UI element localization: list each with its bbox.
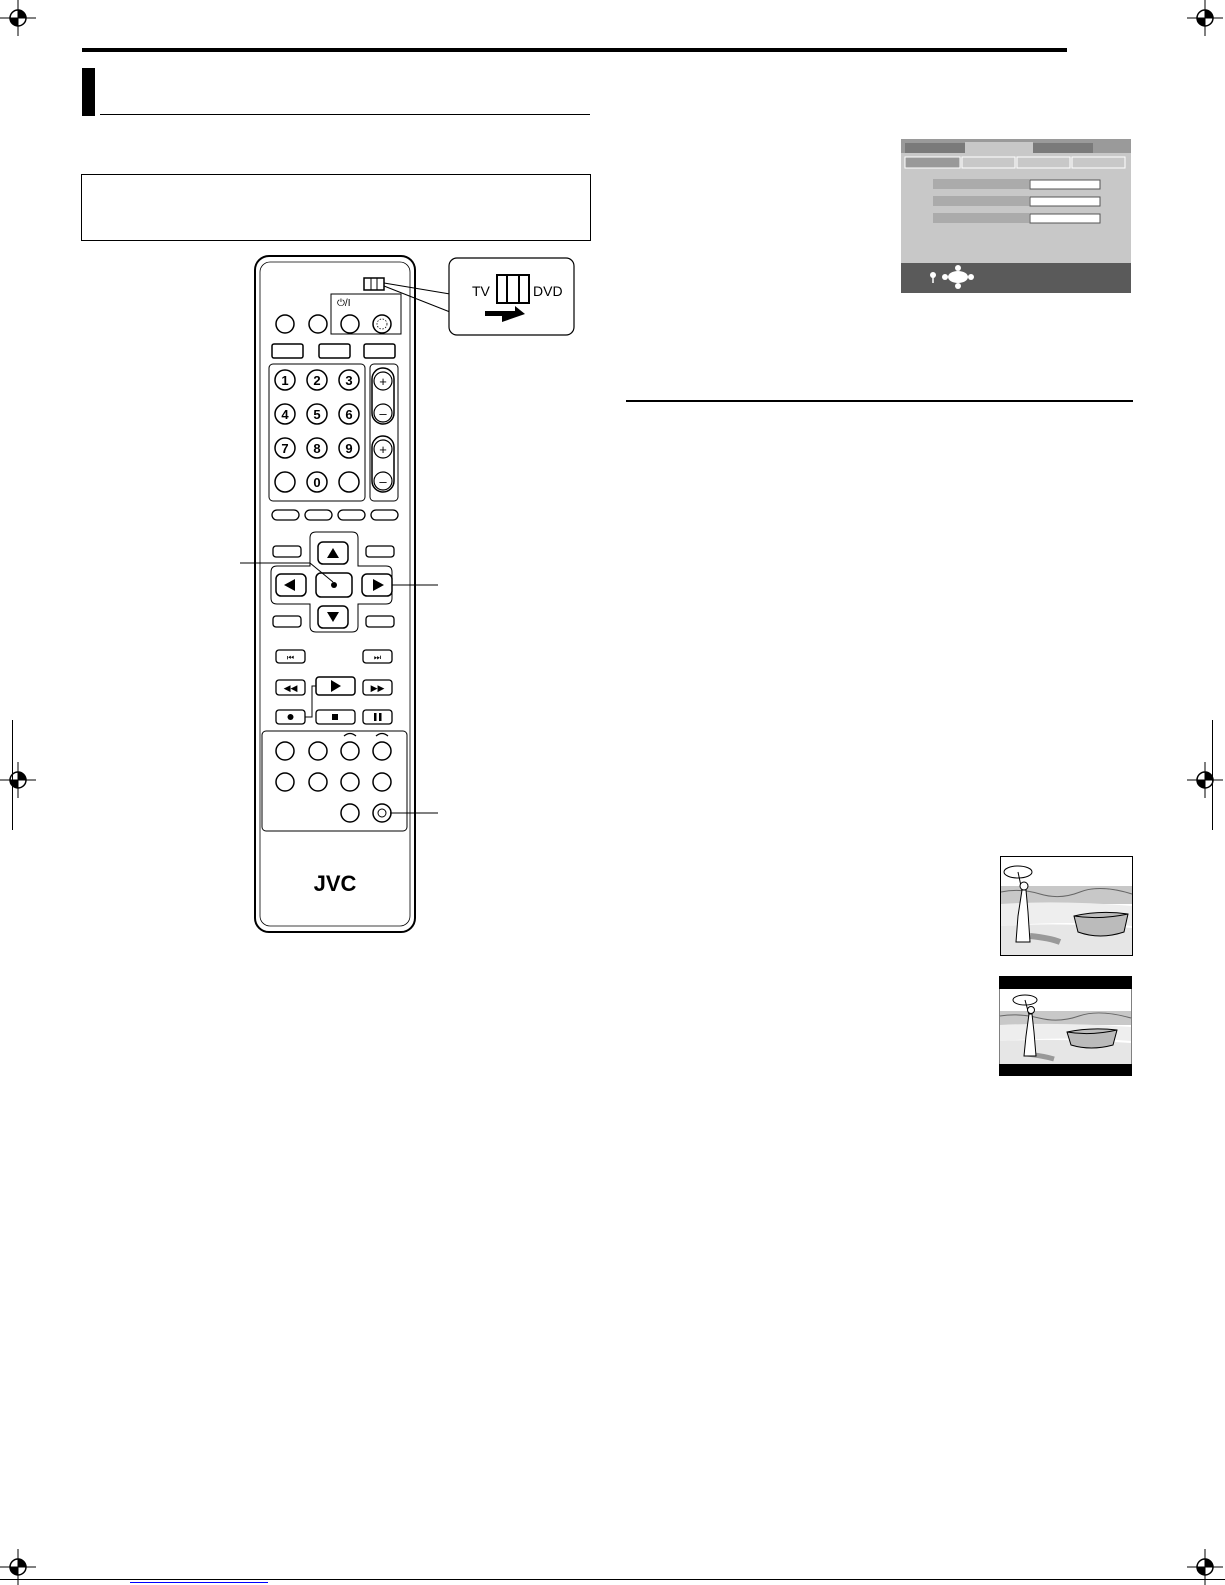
svg-text:4: 4	[281, 407, 289, 422]
function-button	[364, 344, 395, 358]
svg-text:6: 6	[345, 407, 353, 422]
lower-button	[276, 742, 294, 760]
setup-row	[933, 213, 1029, 223]
on-screen-button	[273, 616, 301, 627]
setup-screen	[901, 139, 1131, 293]
svg-text:–: –	[379, 474, 387, 489]
return-button	[366, 616, 394, 627]
crop-line	[1212, 720, 1213, 830]
record-icon	[288, 714, 294, 720]
lower-button	[341, 804, 359, 822]
lower-button	[341, 773, 359, 791]
top-menu-button	[273, 546, 301, 557]
menu-button	[366, 546, 394, 557]
lower-button	[276, 773, 294, 791]
color-button	[371, 510, 398, 520]
note-box	[81, 174, 591, 241]
beach-illustration-letterbox	[999, 976, 1132, 1076]
rewind-icon: ◀◀	[283, 684, 298, 694]
registration-mark-icon	[0, 0, 36, 36]
svg-text:7: 7	[281, 441, 289, 456]
footer-link-underline	[130, 1582, 268, 1583]
skip-back-icon: ⏮	[286, 653, 295, 662]
svg-text:9: 9	[345, 441, 353, 456]
svg-text:5: 5	[313, 407, 321, 422]
svg-text:1: 1	[281, 373, 289, 388]
section-heading-marker	[82, 68, 95, 116]
setup-value	[1030, 180, 1100, 189]
setup-tab	[1033, 143, 1093, 153]
right-column-rule	[626, 400, 1133, 402]
svg-text:2: 2	[313, 373, 321, 388]
stop-icon	[332, 714, 338, 720]
lower-button	[309, 742, 327, 760]
function-button	[319, 344, 350, 358]
cancel-key	[275, 472, 295, 492]
skip-back-jump-button	[341, 742, 359, 760]
top-rule	[82, 48, 1067, 52]
setup-footer	[901, 263, 1131, 293]
fast-forward-icon: ▶▶	[370, 684, 385, 694]
setup-tab	[905, 143, 965, 153]
enter-key	[339, 472, 359, 492]
lower-button	[373, 773, 391, 791]
mode-switch-small	[364, 278, 384, 290]
svg-text:⏻/I: ⏻/I	[337, 298, 351, 309]
lower-button	[309, 773, 327, 791]
svg-text:TV: TV	[472, 283, 490, 299]
crop-line	[0, 1579, 1225, 1580]
svg-text:8: 8	[313, 441, 321, 456]
svg-text:DVD: DVD	[533, 283, 563, 299]
svg-text:+: +	[379, 374, 387, 389]
remote-control	[240, 248, 585, 938]
setup-button	[373, 804, 391, 822]
color-button	[338, 510, 365, 520]
skip-forward-jump-button	[373, 742, 391, 760]
brand-logo: JVC	[313, 871, 357, 896]
skip-forward-icon: ⏭	[373, 653, 382, 662]
beach-illustration-full	[1000, 856, 1133, 956]
registration-mark-icon	[0, 762, 36, 798]
crop-line	[12, 720, 13, 830]
setup-value	[1030, 214, 1100, 223]
setup-row	[933, 179, 1029, 189]
pause-button	[363, 710, 392, 724]
tv-power-button	[276, 315, 294, 333]
color-button	[305, 510, 332, 520]
svg-text:–: –	[379, 406, 387, 421]
open-close-button	[373, 315, 391, 333]
section-heading-rule	[100, 114, 590, 115]
svg-text:+: +	[379, 442, 387, 457]
setup-tab-active	[965, 142, 1033, 154]
svg-text:3: 3	[345, 373, 353, 388]
registration-mark-icon	[1187, 762, 1223, 798]
registration-mark-icon	[1187, 0, 1223, 36]
setup-value	[1030, 197, 1100, 206]
svg-text:0: 0	[313, 475, 321, 490]
function-button	[272, 344, 303, 358]
setup-row	[933, 196, 1029, 206]
color-button	[272, 510, 299, 520]
tv-input-button	[309, 315, 327, 333]
power-button	[341, 315, 359, 333]
